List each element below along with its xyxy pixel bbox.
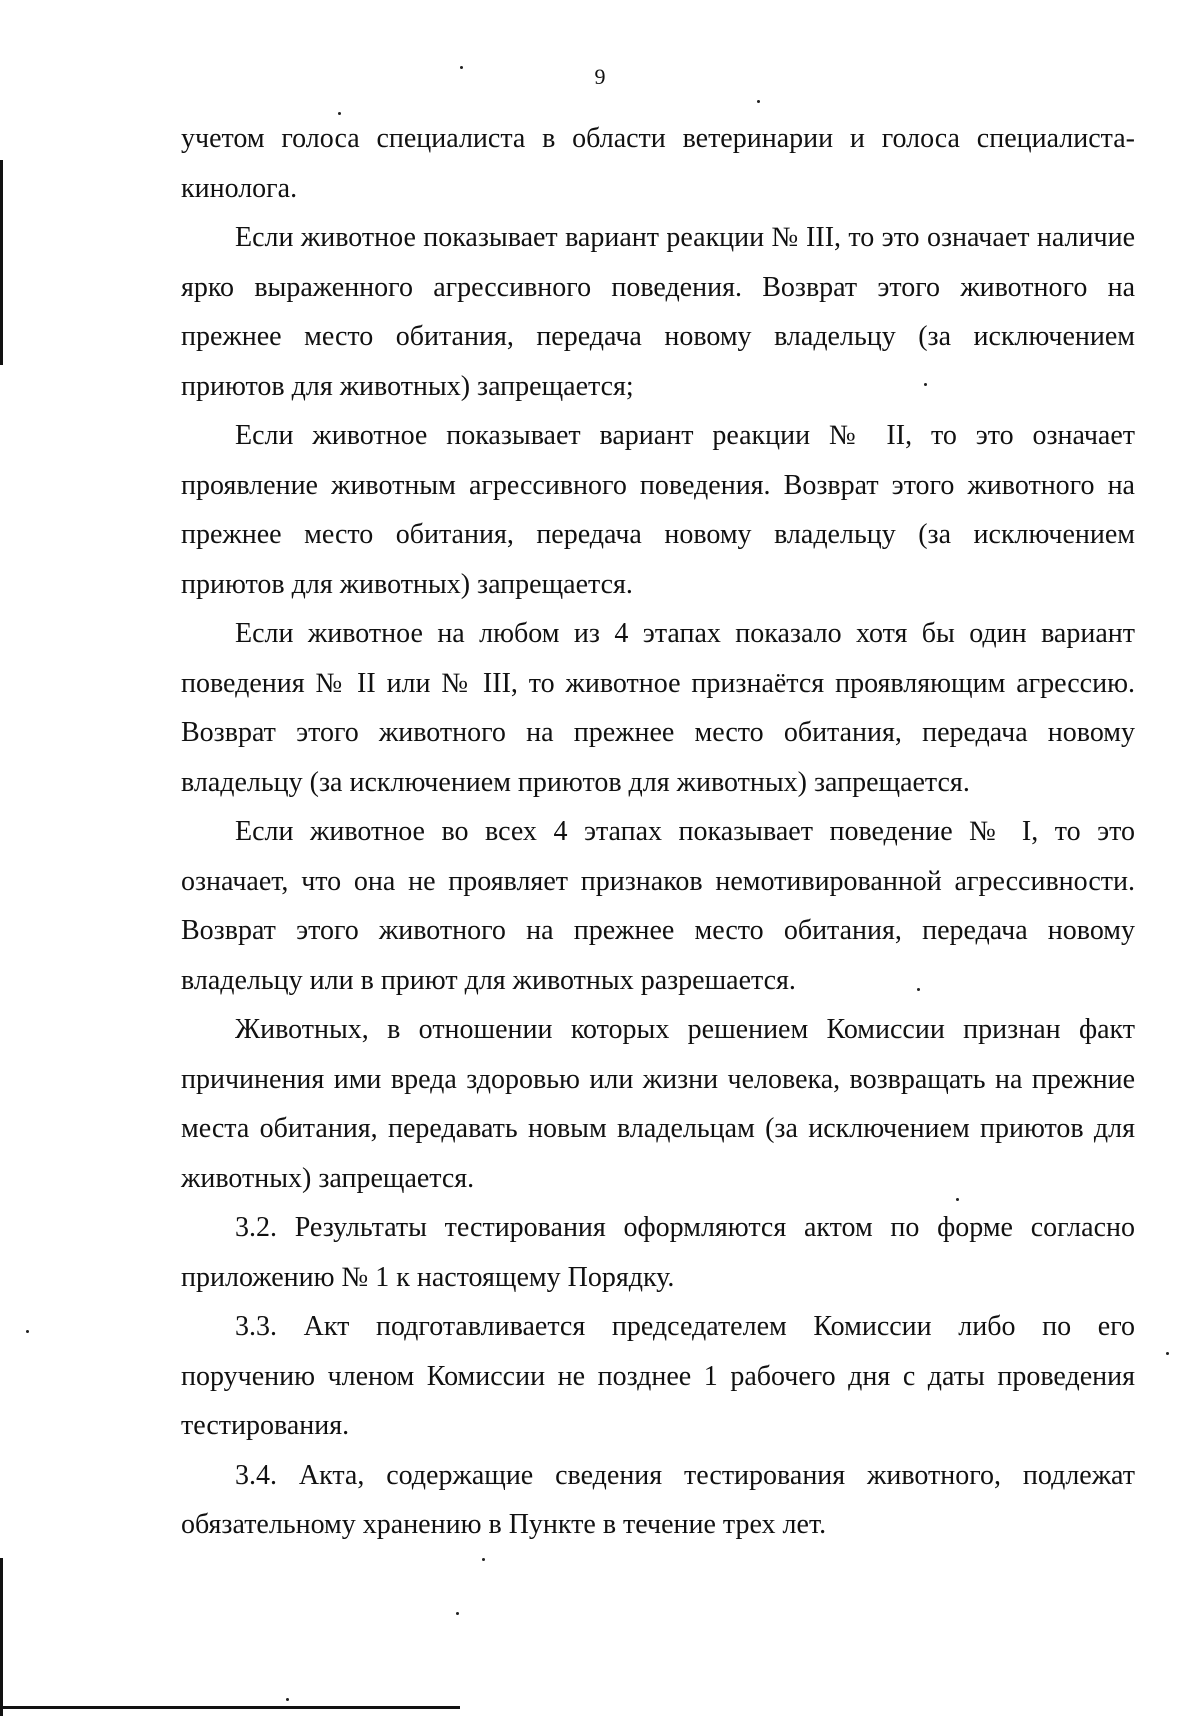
scan-bottom-line (0, 1706, 460, 1709)
paragraph-all-stages: Если животное во всех 4 этапах показывает поведение № I, то это означает, что она не проявляет признаков немотивированной агрессивности. Возврат этого животного на прежнее место обитания, передача новому владельцу или в приют для животных разрешается. (181, 816, 1135, 996)
paragraph-3-4: 3.4. Акта, содержащие сведения тестирования животного, подлежат обязательному хранению в Пункте в течение трех лет. (181, 1459, 1135, 1540)
paragraph-continued: учетом голоса специалиста в области ветеринарии и голоса специалиста-кинолога. (181, 123, 1135, 204)
scan-edge-mark-top (0, 160, 3, 365)
paragraph-harm: Животных, в отношении которых решением Комиссии признан факт причинения ими вреда здоровью или жизни человека, возвращать на прежние места обитания, передавать новым владельцам (за исключением приютов для животных) запрещается. (181, 1014, 1135, 1194)
scan-speck (1166, 1352, 1169, 1355)
page-number: 9 (594, 64, 606, 89)
scan-edge-mark-bottom (0, 1558, 3, 1716)
paragraph-reaction-iii: Если животное показывает вариант реакции № III, то это означает наличие ярко выраженного агрессивного поведения. Возврат этого животного на прежнее место обитания, передача новому владельцу (за исключением приютов для животных) запрещается; (181, 222, 1135, 402)
paragraph-reaction-ii: Если животное показывает вариант реакции № II, то это означает проявление животным агрессивного поведения. Возврат этого животного на прежнее место обитания, передача новому владельцу (за исключением приютов для животных) запрещается. (181, 420, 1135, 600)
paragraph-3-2: 3.2. Результаты тестирования оформляются актом по форме согласно приложению № 1 к настоящему Порядку. (181, 1212, 1135, 1293)
paragraph-3-3: 3.3. Акт подготавливается председателем Комиссии либо по его поручению членом Комиссии не позднее 1 рабочего дня с даты проведения тестирования. (181, 1311, 1135, 1441)
scan-speck (456, 1612, 459, 1615)
scan-speck (26, 1330, 29, 1333)
scan-speck (482, 1558, 485, 1561)
scan-speck (286, 1698, 289, 1701)
paragraph-any-stage: Если животное на любом из 4 этапах показало хотя бы один вариант поведения № II или № III, то животное признаётся проявляющим агрессию. Возврат этого животного на прежнее место обитания, передача новому владельцу (за исключением приютов для животных) запрещается. (181, 618, 1135, 798)
scan-speck (757, 100, 760, 103)
body-text (181, 114, 1135, 1550)
